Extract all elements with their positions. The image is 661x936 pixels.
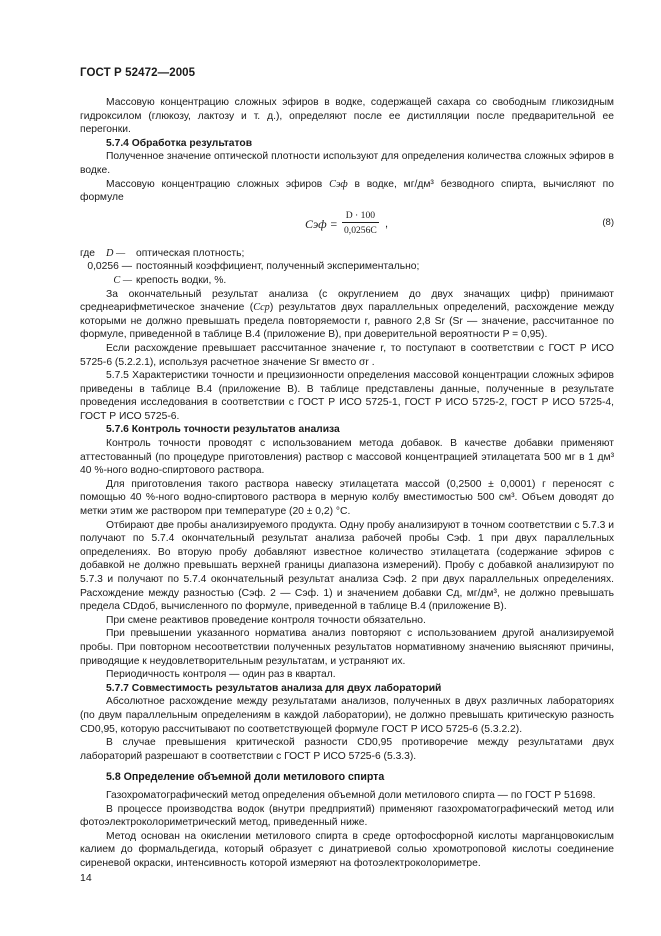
legend-row	[80, 274, 614, 288]
text-part: в водке, мг/дм³ безводного спирта, вычисляют по формуле	[80, 178, 614, 204]
section-5-7-4-title: 5.7.4 Обработка результатов	[106, 137, 253, 149]
section-gap	[80, 763, 614, 771]
legend-text: крепость водки, %.	[136, 274, 227, 286]
legend-text: оптическая плотность;	[136, 247, 245, 259]
section-5-7-5-paragraph: 5.7.5 Характеристики точности и прецизионности определения массовой концентрации сложных эфиров приведены в таблице В.4 (приложение В). В таблице представлены данные, полученные в результате проведения исследования в соответствии с ГОСТ Р ИСО 5725-1, ГОСТ Р ИСО 5725-2, ГОСТ Р ИСО 5725-4, ГОСТ Р ИСО 5725-6.	[80, 370, 614, 422]
symbol-c-eff: Cэф	[329, 178, 348, 190]
formula-number: (8)	[602, 216, 614, 228]
standard-header: ГОСТ Р 52472—2005	[80, 67, 196, 79]
exceed-paragraph: Если расхождение превышает рассчитанное значение r, то поступают в соответствии с ГОСТ Р ИСО 5725-6 (5.2.2.1), используя расчетное значение Sr вместо σr .	[80, 342, 614, 368]
final-result-paragraph	[80, 288, 614, 342]
section-5-7-7-title: 5.7.7 Совместимость результатов анализа для двух лабораторий	[106, 682, 442, 694]
formula-comma: ,	[385, 217, 389, 230]
symbol-c-avg: Cср	[253, 302, 270, 314]
legend-row	[80, 247, 614, 261]
section-5-7-7-paragraph-1: Абсолютное расхождение между результатами анализов, полученных в двух различных лабораториях (по двум параллельным определениям в каждой лаборатории), не должно превышать критическую разность CD0,95, которую рассчитывают по соответствующей формуле ГОСТ Р ИСО 5725-6 (5.3.2.2).	[80, 696, 614, 735]
section-5-7-6-paragraph-5: При превышении указанного норматива анализ повторяют с использованием другой анализируемой пробы. При повторном несоответствии полученных результатов нормативному значению выясняют причины, приводящие к неудовлетворительным результатам, и устраняют их.	[80, 628, 614, 667]
section-5-7-6-paragraph-2: Для приготовления такого раствора навеску этилацетата массой (0,2500 ± 0,0001) г переносят с помощью 40 %-ного водно-спиртового раствора в мерную колбу вместимостью 500 см³. Объем доводят до метки этим же раствором при температуре (20 ± 0,2) °С.	[80, 478, 614, 518]
section-5-7-6-paragraph-6: Периодичность контроля — один раз в квартал.	[106, 669, 336, 681]
text-part: ) результатов двух параллельных определений, расхождение между которыми не должно превышать предела повторяемости r, равного 2,8 Sr (Sr — значение, рассчитанное по формуле, приведенной в таблице В.4 (приложение В), при доверительной вероятности P = 0,95).	[80, 302, 614, 341]
formula-fraction	[342, 209, 379, 238]
section-5-7-6-title: 5.7.6 Контроль точности результатов анализа	[106, 424, 340, 436]
legend-key: C —	[113, 274, 132, 286]
section-5-7-4-paragraph-2	[80, 178, 614, 205]
legend-where: где	[80, 247, 96, 259]
legend-text: постоянный коэффициент, полученный экспериментально;	[136, 261, 420, 273]
section-5-8-paragraph-1: Газохроматографический метод определения объемной доли метилового спирта — по ГОСТ Р 51698.	[106, 789, 596, 801]
formula-lhs: Cэф =	[305, 216, 338, 231]
section-5-7-4-paragraph-1: Полученное значение оптической плотности используют для определения количества сложных эфиров в водке.	[80, 151, 614, 176]
section-5-7-6-paragraph-1: Контроль точности проводят с использованием метода добавок. В качестве добавки применяют аттестованный (по процедуре приготовления) раствор с массовой концентрацией этилацетата 500 мг в 1 дм³ 40 %-ного водно-спиртового раствора.	[80, 438, 614, 477]
document-body	[80, 96, 614, 870]
text-part: За окончательный результат анализа (с округлением до двух значащих цифр) принимают среднеарифметическое значение (	[80, 288, 614, 314]
section-5-7-6-paragraph-4: При смене реактивов проведение контроля точности обязательно.	[106, 614, 426, 626]
legend-key: 0,0256 —	[87, 261, 132, 273]
page-number: 14	[80, 872, 92, 884]
section-5-8-title: 5.8 Определение объемной доли метилового спирта	[106, 771, 385, 784]
intro-paragraph: Массовую концентрацию сложных эфиров в водке, содержащей сахара со свободным гликозидным гидроксилом (глюкозу, лактозу и т. д.), определяют после ее дистилляции после предварительной ее перегонки.	[80, 97, 614, 136]
legend-key: D —	[106, 247, 126, 259]
text-part: Массовую концентрацию сложных эфиров	[106, 178, 323, 190]
section-5-8-paragraph-2: В процессе производства водок (внутри предприятий) применяют газохроматографический метод или фотоэлектроколориметрический метод, приведенный ниже.	[80, 803, 614, 829]
formula-legend	[80, 247, 614, 288]
formula-8	[80, 207, 614, 243]
section-5-8-paragraph-3: Метод основан на окислении метилового спирта в среде ортофосфорной кислоты марганцовокислым калием до формальдегида, который образует с динатриевой солью хромотроповой кислоты соединение сиреневой окраски, интенсивность которой измеряют на фотоэлектроколориметре.	[80, 830, 614, 869]
legend-row	[80, 260, 614, 274]
section-5-7-7-paragraph-2: В случае превышения критической разности CD0,95 противоречие между результатами двух лабораторий разрешают в соответствии с ГОСТ Р ИСО 5725-6 (5.3.3).	[80, 737, 614, 762]
formula-lhs-symbol: Cэф	[305, 216, 327, 231]
section-5-7-6-paragraph-3: Отбирают две пробы анализируемого продукта. Одну пробу анализируют в точном соответствии с 5.7.3 и получают по 5.7.4 окончательный результат анализа рабочей пробы Cэф. 1 при двух параллельных определениях. Во вторую пробу добавляют известное количество этилацетата (содержание эфиров с добавкой не должно превышать верхней границы диапазона измерений). Пробу с добавкой анализируют по 5.7.3 и получают по 5.7.4 окончательный результат анализа Cэф. 2 при двух параллельных определениях. Расхождение между разностью (Cэф. 2 — Cэф. 1) и значением добавки Cд, мг/дм³, не должно превышать предела CDдоб, вычисленного по формуле, приведенной в таблице В.4 (приложение В).	[80, 519, 614, 613]
formula-denominator: 0,0256C	[344, 225, 377, 237]
formula-numerator: D · 100	[342, 209, 379, 224]
